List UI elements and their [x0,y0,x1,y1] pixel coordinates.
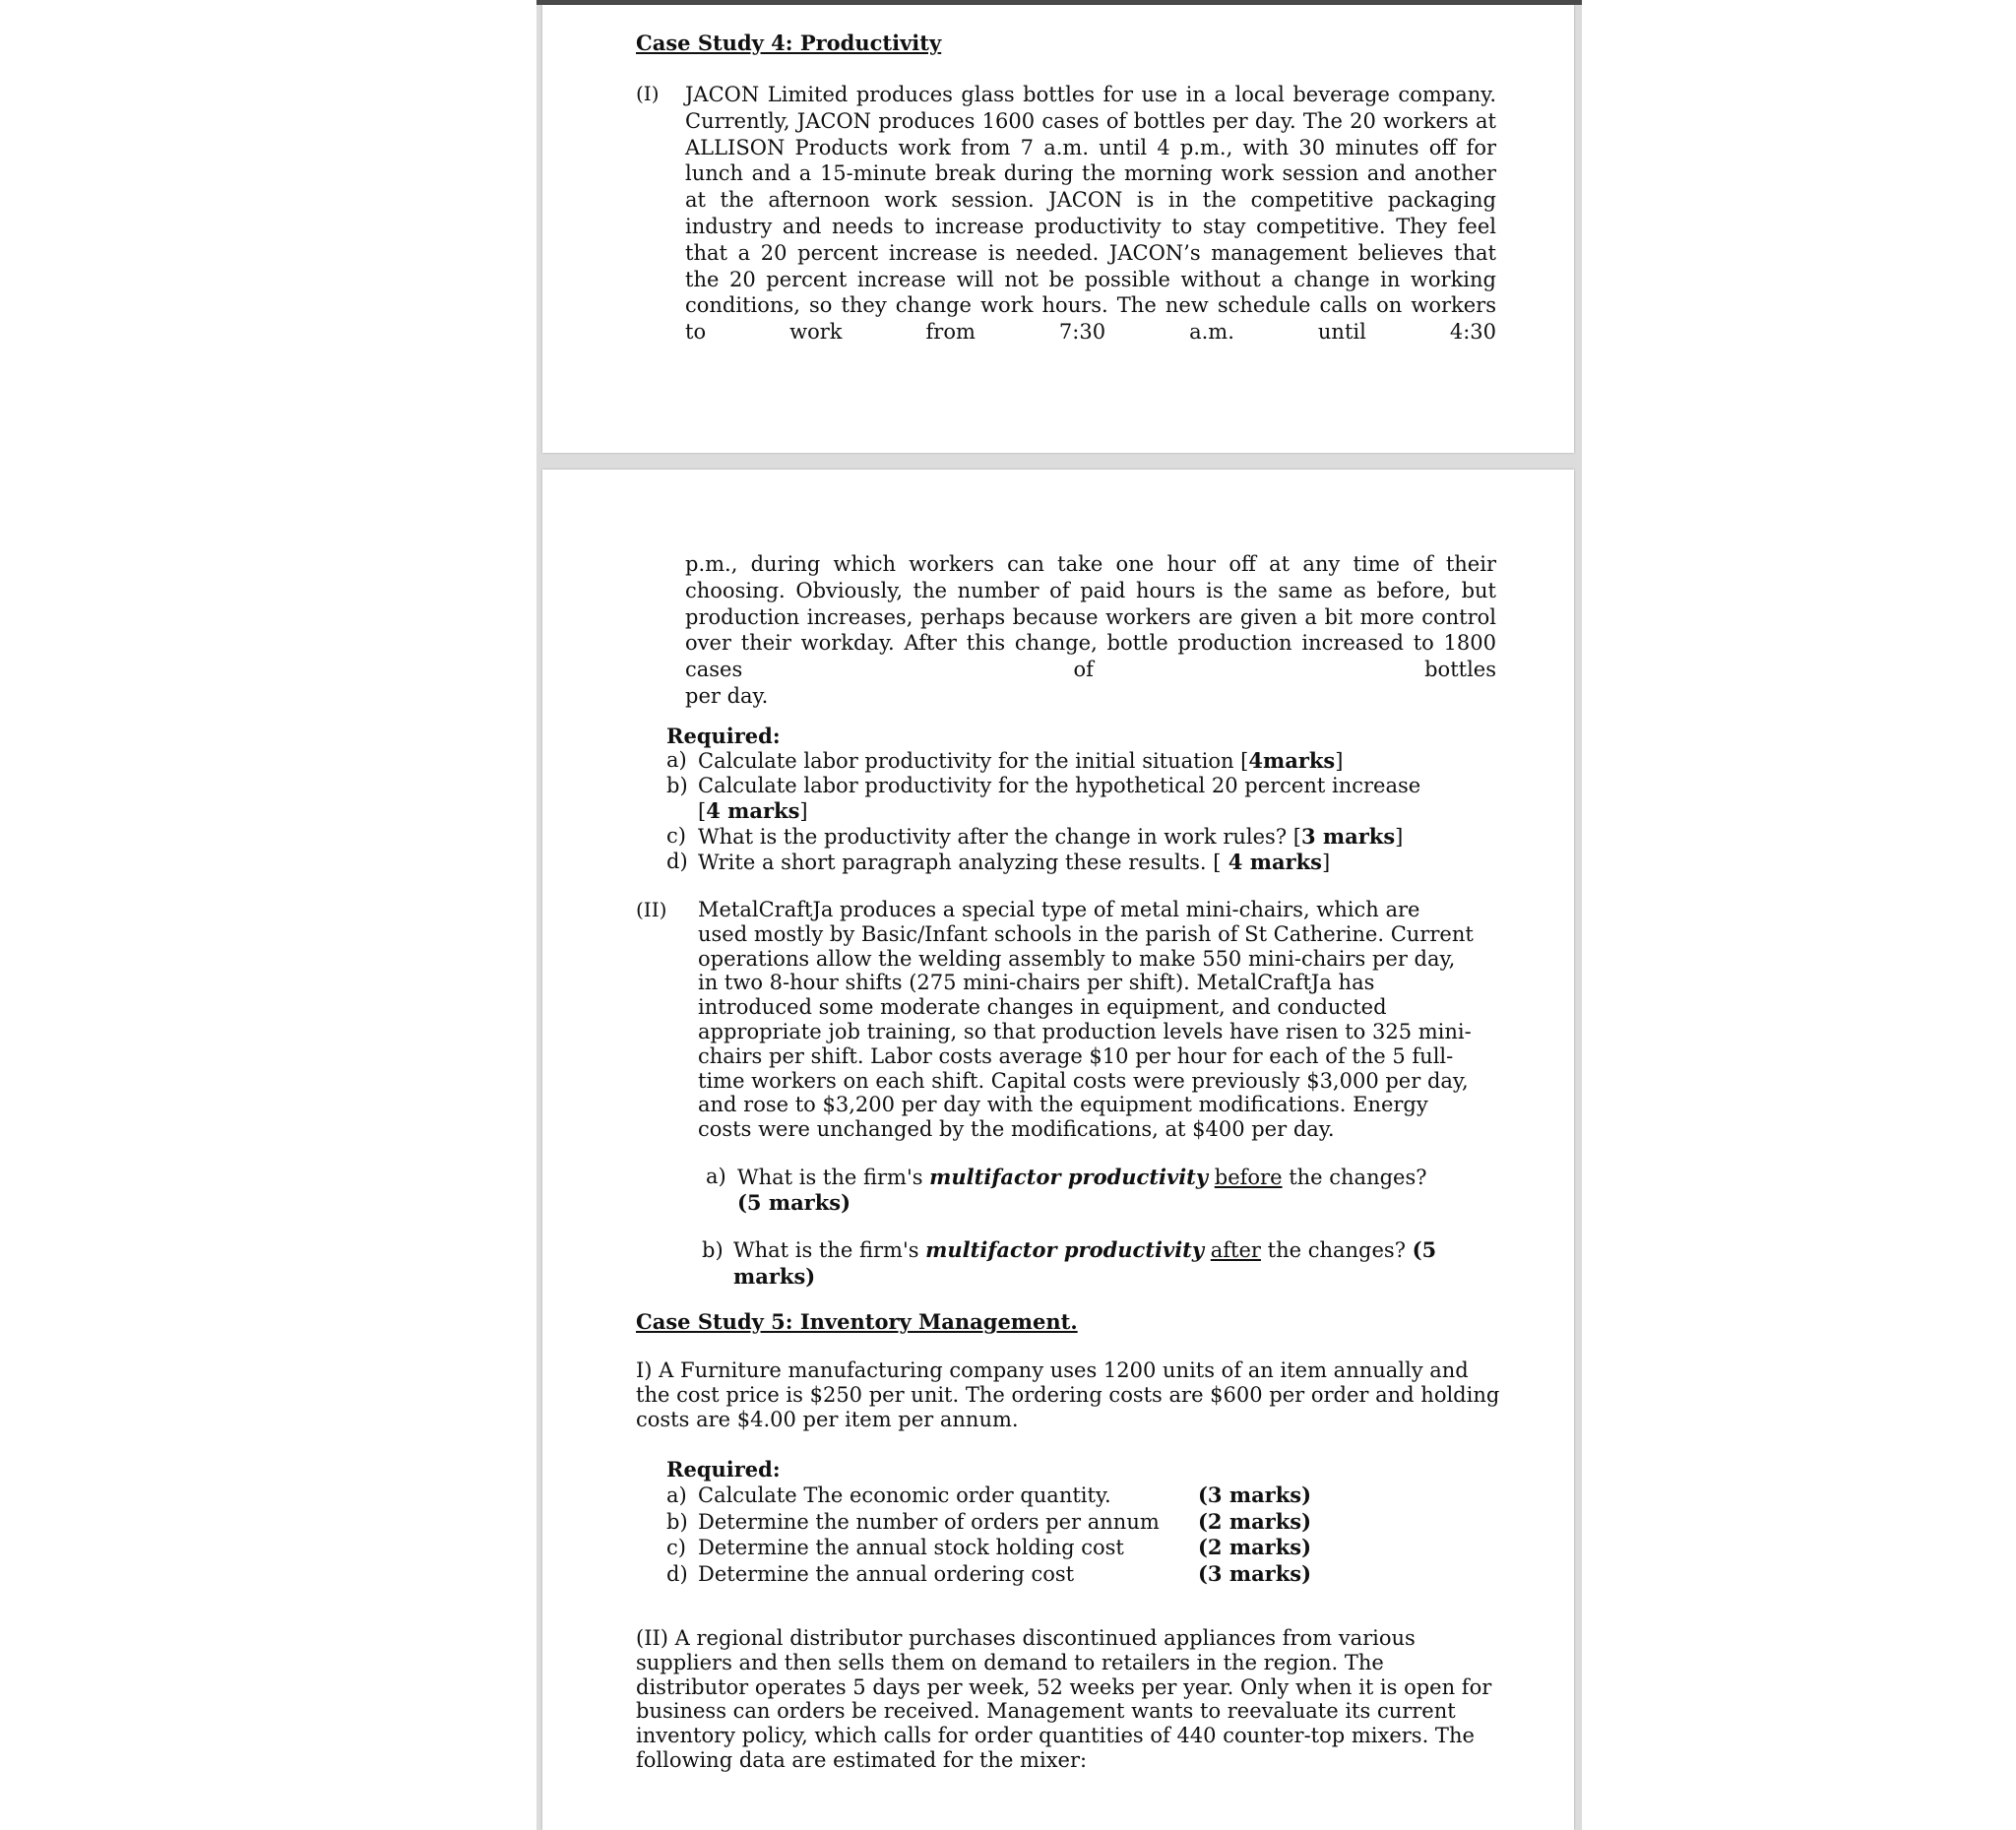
item-end: ] [799,799,808,823]
item-marks: (2 marks) [1198,1508,1312,1534]
required-block-2 [666,1457,1355,1587]
item-marks: 4 marks [1221,850,1322,874]
item-label: a) [706,1165,726,1188]
item-label: a) [666,1483,687,1508]
item-text: Write a short paragraph analyzing these results. [ [698,851,1222,874]
question-2a [706,1165,1454,1216]
item-marks: 4marks [1248,748,1336,773]
item-label: c) [666,1536,686,1560]
jacon-paragraph-part2: p.m., during which workers can take one hour off at any time of their choosing. Obviously, the number of paid hours is the same as before, but production increases, perhaps because workers are given a bit more control over their workday. After this change, bottle production increased to 1800 cases of bottles [685,552,1496,682]
item-text: Calculate labor productivity for the hypothetical 20 percent increase [ [698,774,1421,823]
required-item-c [666,824,1434,850]
item-end: ] [1335,749,1344,773]
inventory-item-a [666,1483,1355,1508]
required-item-b [666,774,1426,824]
case-study-4-title: Case Study 4: Productivity [636,31,942,55]
required-block-1 [666,724,1434,875]
item-text: Determine the annual stock holding cost [698,1536,1124,1560]
item-emphasis: multifactor productivity [929,1165,1209,1189]
item-end: ] [1395,825,1404,849]
question-2b-item [702,1237,1509,1291]
item-text: Determine the number of orders per annum [698,1509,1160,1534]
item-text-end: the changes? [1282,1166,1427,1189]
item-label: c) [666,824,686,848]
item-text: What is the productivity after the change in work rules? [ [698,825,1301,849]
item-label: a) [666,748,687,772]
item-label: b) [666,1509,688,1534]
item-underline: after [1210,1238,1261,1262]
required-heading-1: Required: [666,724,781,748]
item-emphasis: multifactor productivity [925,1237,1205,1262]
question-2b [702,1237,1509,1291]
item-text-end: the changes? [1260,1238,1413,1262]
required-item-a [666,748,1434,774]
furniture-paragraph: I) A Furniture manufacturing company uses 1200 units of an item annually and the cost price is $250 per unit. The ordering costs are $600 per order and holding costs are $4.00 per item per annum. [636,1358,1500,1431]
jacon-paragraph-part2-last: per day. [685,683,769,708]
item-label: d) [666,850,688,873]
inventory-item-d [666,1561,1355,1587]
item-text: What is the firm's [733,1238,926,1262]
item-marks: 3 marks [1300,824,1396,849]
item-marks: (2 marks) [1198,1535,1312,1560]
item-label: b) [702,1238,724,1262]
distributor-paragraph: (II) A regional distributor purchases discontinued appliances from various suppliers and then sells them on demand to retailers in the region. The distributor operates 5 days per week, 52 weeks per year. Only when it is open for business can orders be received. Management wants to reevaluate its current inventory policy, which calls for order quantities of 440 counter-top mixers. The following data are estimated for the mixer: [636,1626,1492,1772]
item-label: b) [666,774,688,797]
metalcraft-paragraph: MetalCraftJa produces a special type of metal mini-chairs, which are used mostly by Basic/Infant schools in the parish of St Catherine. Current operations allow the welding assembly to make 550 mini-chairs per day, in two 8-hour shifts (275 mini-chairs per shift). MetalCraftJa has introduced some moderate changes in equipment, and conducted appropriate job training, so that production levels have risen to 325 mini-chairs per shift. Labor costs average $10 per hour for each of the 5 full-time workers on each shift. Capital costs were previously $3,000 per day, and rose to $3,200 per day with the equipment modifications. Energy costs were unchanged by the modifications, at $400 per day. [698,898,1474,1142]
item-underline: before [1214,1166,1283,1189]
item-marks: (5 marks) [733,1237,1437,1289]
case-study-5-title: Case Study 5: Inventory Management. [636,1309,1078,1334]
question-2a-item [706,1165,1454,1216]
inventory-item-c [666,1535,1355,1560]
item-text: Calculate labor productivity for the initial situation [ [698,749,1249,773]
item-text: What is the firm's [737,1166,930,1189]
item-marks: 4 marks [706,798,800,823]
case-study-5-title-wrap [636,1309,1078,1336]
item-text: Calculate The economic order quantity. [698,1483,1111,1508]
inventory-item-b [666,1509,1355,1535]
document-viewer[interactable] [536,0,1582,1830]
document-page-1 [542,5,1574,453]
jacon-paragraph-part2-wrap [685,551,1496,710]
jacon-paragraph-part1: JACON Limited produces glass bottles for use in a local beverage company. Currently, JACON produces 1600 cases of bottles per day. The 20 workers at ALLISON Products work from 7 a.m. until 4 p.m., with 30 minutes off for lunch and a 15-minute break during the morning work session and another at the afternoon work session. JACON is in the competitive packaging industry and needs to increase productivity to stay competitive. They feel that a 20 percent increase is needed. JACON’s management believes that the 20 percent increase will not be possible without a change in working conditions, so they change work hours. The new schedule calls on workers to work from 7:30 a.m. until 4:30 [685,83,1496,345]
section-ii-number: (II) [636,898,667,921]
item-label: d) [666,1561,688,1586]
item-marks: (3 marks) [1198,1483,1312,1508]
section-i-number: (I) [636,82,660,105]
case-study-4-title-wrap [636,31,941,57]
item-end: ] [1321,851,1331,874]
document-page-2 [542,470,1574,1830]
required-item-d [666,850,1434,875]
item-text: Determine the annual ordering cost [698,1561,1075,1586]
required-heading-2: Required: [666,1457,781,1482]
item-marks: (5 marks) [737,1190,851,1215]
item-marks: (3 marks) [1198,1560,1312,1586]
